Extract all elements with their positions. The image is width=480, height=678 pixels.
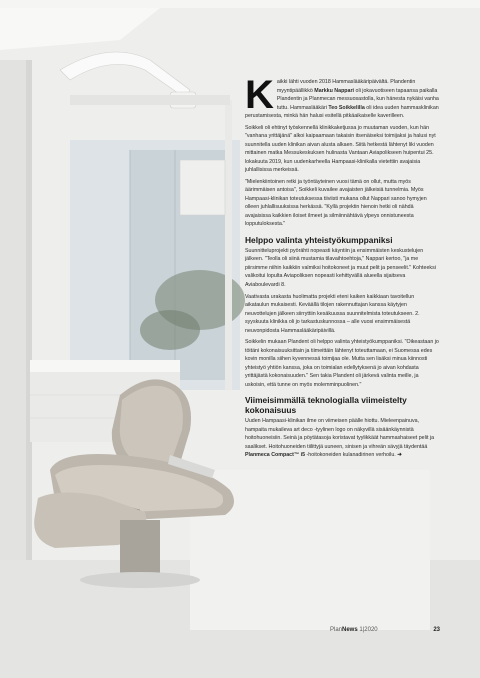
page-footer: [330, 627, 440, 633]
intro-text-1: aikki lähti vuoden 2018 Hammaslääkäripäivältä. Plandentin myyntipäällikkö: [276, 79, 416, 94]
paragraph-3: "Mielenkiintoinen retki ja työntäyteinen vuosi tämä on ollut, mutta myös äärimmäisen antoisa", Soikkeli kuvailee avajaisten jälkeisiä tunnelmia. Myös Hampaasi-klinikan toteutuksessa tiiviisti mukana ollut Nappari sanoo hymyjen olleen juhlallisuuksissa herkässä. "Kyllä projektin hienoin hetki oli nähdä avajaisissa kaikkien iloiset ilmeet ja silmiinnähtävä ylpeys onnistuneesta lopputuloksesta.": [245, 178, 427, 228]
article-body: [245, 73, 439, 463]
intro-paragraph: [245, 73, 439, 121]
brand-news: News: [342, 627, 358, 633]
paragraph-4: Suunnitteluprojekti pyörähti nopeasti käyntiin ja ensimmäisten keskustelujen jälkeen. "Teolla oli siinä mustamia tilavaihtoehtoja," Nappari kertoo, "ja me piirsimme niihin kaikkiin valmiksi hoitokoneet ja muut pelit ja penseelit." Kohteeksi valikoitui lopulta Aviapoliksen nopeasti kehittyvällä alueella sijaitseva Aviaboulevardi 8.: [245, 247, 436, 288]
issue-number: 1|2020: [357, 627, 378, 633]
paragraph-5: Vaativasta urakasta huolimatta projekti eteni kaiken kaikkiaan tavoitellun aikataulun mukaisesti. Keväällä tilojen rakennuttajan kanssa käytyjen neuvottelujen jälkeen siirryttiin kesäkuussa suunnitelmista toteutukseen. 2. syyskuuta klinikka oli jo tarkastuskunnossa – alle vuosi ensimmäisestä neuvonpidosta Hammaslääkäripäivillä.: [245, 293, 420, 334]
name-soikkeli: Teo Soikkelilla: [328, 104, 365, 111]
continue-arrow-icon: ➜: [397, 452, 402, 459]
dropcap: K: [245, 73, 274, 117]
paragraph-2: Soikkeli oli ehtinyt työskennellä klinikkaketjussa jo muutaman vuoden, kun hän "vanhana yrittäjänä" alkoi kaipaamaan takaisin itsenäiseksi toimijaksi ja halusi nyt suunnitella uuden klinikan aivan alusta alkaen. Siitä hetkestä lähtenyt liki vuoden mittainen matka Messukeskuksen hulinasta Vantaan Aviapolikseen huipentui 25. lokakuuta 2019, kun uudenkarheella Hampaasi-klinikalla vietettiin avajaisia juhlallisissa merkeissä.: [245, 124, 436, 174]
p7-text-a: Uuden Hampaasi-klinikan ilme on viimeisen päälle hiottu. Mieleenpainuva, hampaita mukaileva art deco -tyylinen logo on näkyvillä sisäänkäynnistä hoitohuoneisiin. Seinä ja pöytätasoja koristavat tyylikkäät hammashaiseet pelit ja saalikset. Hoitohuoneiden tiilittyjä uuneen, sinisen ja vihreän sävyjä täydentää: [245, 418, 435, 450]
paragraph-7: [245, 417, 439, 460]
heading-technology: Viimeisimmällä teknologialla viimeistelty kokonaisuus: [245, 395, 407, 416]
intro-text-2: oli jokavuotiseen tapaansa paikalla Plandentin ja Planmecan messuosastolla, kun hänesta nykäisi vanha tuttu. Hammaslääkäri: [276, 87, 439, 111]
magazine-brand: [330, 627, 358, 633]
brand-plan: Plan: [330, 627, 343, 633]
product-name: Planmeca Compact™ i5: [245, 452, 306, 459]
page-number: 23: [433, 627, 440, 633]
intro-text-3: oli idea uuden hammasklinikan perustamisesta, minkä hän halusi esitellä pitkäaikaiselle kaverilleen.: [245, 104, 439, 119]
heading-partner: Helppo valinta yhteistyökumppaniksi: [245, 234, 393, 245]
p7-text-c: -hoitokoneiden kulanadirinen verhoilu.: [305, 452, 398, 459]
name-nappari: Markku Nappari: [314, 87, 355, 94]
paragraph-6: Soikkelin mukaan Plandent oli helppo valinta yhteistyökumppaniksi. "Oikeastaan jo töitäni kokonaisuuksittain ja tiimeittäin lähtenyt toteuttamaan, ei Suomessa edes kovin monilla siihen kyvennessä toimijaa ole. Mutta sen lisäksi minua kiinnosti yhteistyö yhtiön kanssa, joka on toimialan edellytyksenä jo aivan kohdasta yrittäjästä kokonaisuuden." Sen takia Plandent oli järkevä valinta meille, ja uskoisin, että tunne on myös molemminpuolinen.": [245, 339, 439, 388]
